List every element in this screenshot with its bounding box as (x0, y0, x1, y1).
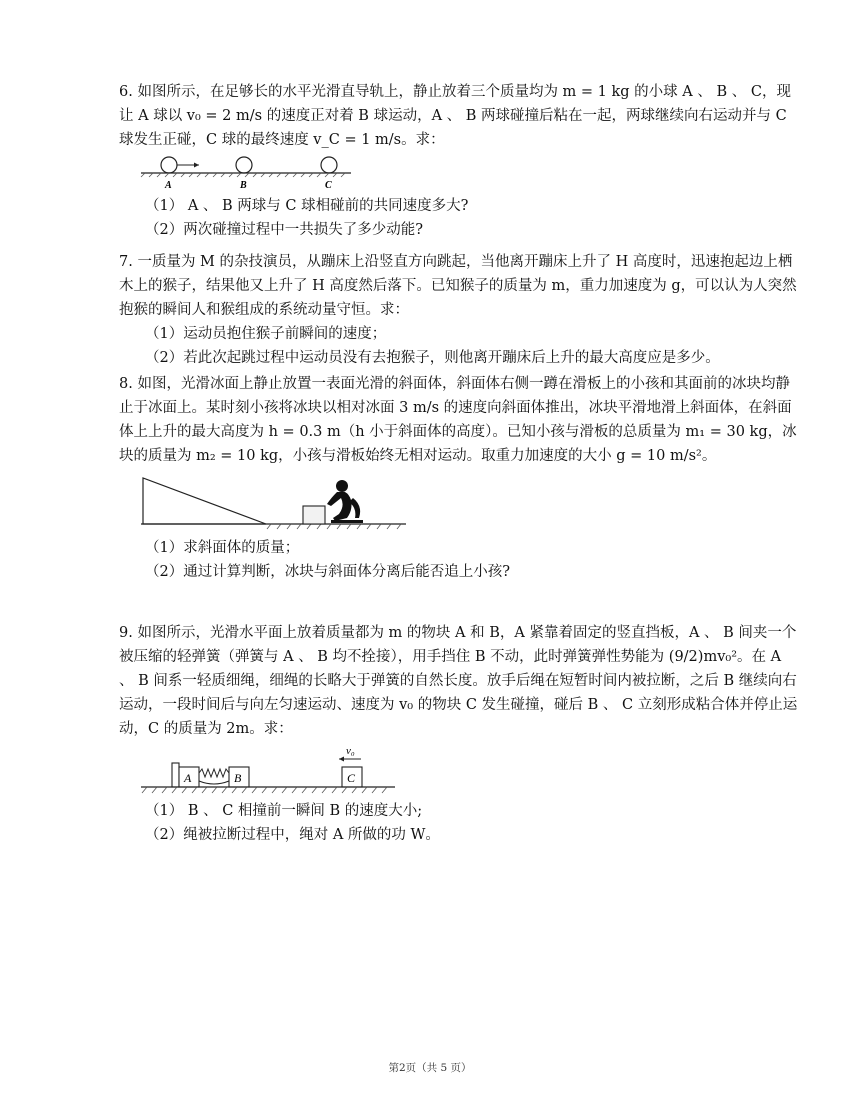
label-a: A (165, 180, 172, 191)
ball-a (161, 157, 177, 173)
question-9-text: 9. 如图所示，光滑水平面上放着质量都为 m 的物块 A 和 B，A 紧靠着固定的竖直挡板，A 、 B 间夹一个被压缩的轻弹簧（弹簧与 A 、 B 均不拴接），用手挡住 B 不动，此时弹簧弹性势能为 (9/2)mv₀²。在 A 、 B 间系一轻质细绳，细绳的长略大于弹簧的自然长度。放手后绳在短暂时间内被拉断，之后 B 继续向右运动，一段时间后与向左匀速运动、速度为 v₀ 的物块 C 发生碰撞，碰后 B 、 C 立刻形成粘合体并停止运动，C 的质量为 2m。求： (119, 625, 798, 737)
question-8-part-1: （1）求斜面体的质量； (145, 540, 300, 556)
ice-block (303, 506, 325, 524)
figure-incline-and-child (141, 474, 411, 534)
ball-b (236, 157, 252, 173)
label-c: C (347, 771, 356, 785)
arrow-head-icon (339, 757, 344, 762)
question-9-part-1: （1） B 、 C 相撞前一瞬间 B 的速度大小; (145, 803, 423, 819)
question-9-part-2: （2）绳被拉断过程中，绳对 A 所做的功 W。 (145, 827, 440, 843)
question-7-part-1: （1）运动员抱住猴子前瞬间的速度； (145, 326, 387, 342)
ground-hatching (142, 787, 387, 793)
question-6-text: 6. 如图所示，在足够长的水平光滑直导轨上，静止放着三个质量均为 m = 1 kg 的小球 A 、 B 、 C，现让 A 球以 v₀ = 2 m/s 的速度正对着 B 球运动，A 、 B 两球碰撞后粘在一起，两球继续向右运动并与 C 球发生正碰，C 球的最终速度 v_C = 1 m/s。求： (119, 84, 791, 148)
incline-block (143, 478, 266, 524)
question-8 (119, 372, 799, 584)
compressed-spring (199, 769, 229, 777)
question-7-text: 7. 一质量为 M 的杂技演员，从蹦床上沿竖直方向跳起，当他离开蹦床上升了 H 高度时，迅速抱起边上栖木上的猴子，结果他又上升了 H 高度然后落下。已知猴子的质量为 m，重力加速度为 g，可以认为人突然抱猴的瞬间人和猴组成的系统动量守恒。求： (119, 254, 797, 318)
thin-rope (199, 781, 229, 784)
figure-blocks-and-spring (139, 743, 399, 797)
ice-hatching (267, 524, 401, 529)
ball-c (321, 157, 337, 173)
child-on-skateboard-icon (327, 480, 363, 523)
question-6 (119, 80, 799, 242)
label-a: A (184, 771, 192, 785)
fixed-barrier (172, 763, 179, 787)
arrow-head-icon (194, 163, 199, 168)
figure-balls-on-rail (139, 154, 359, 192)
label-c: C (325, 180, 332, 191)
page-footer: 第2页（共 5 页） (388, 1062, 472, 1074)
label-b: B (234, 771, 242, 785)
question-6-part-2: （2）两次碰撞过程中一共损失了多少动能? (145, 222, 423, 238)
question-6-part-1: （1） A 、 B 两球与 C 球相碰前的共同速度多大? (145, 198, 469, 214)
question-8-text: 8. 如图，光滑冰面上静止放置一表面光滑的斜面体，斜面体右侧一蹲在滑板上的小孩和其面前的冰块均静止于冰面上。某时刻小孩将冰块以相对冰面 3 m/s 的速度向斜面体推出，冰块平滑地滑上斜面体，在斜面体上上升的最大高度为 h = 0.3 m（h 小于斜面体的高度）。已知小孩与滑板的总质量为 m₁ = 30 kg，冰块的质量为 m₂ = 10 kg，小孩与滑板始终无相对运动。取重力加速度的大小 g = 10 m/s²。 (119, 376, 797, 464)
rail-hatching (141, 173, 345, 177)
question-7 (119, 250, 799, 370)
question-8-part-2: （2）通过计算判断，冰块与斜面体分离后能否追上小孩? (145, 564, 510, 580)
question-7-part-2: （2）若此次起跳过程中运动员没有去抱猴子，则他离开蹦床后上升的最大高度应是多少。 (145, 350, 720, 366)
question-9 (119, 621, 799, 847)
label-v0: v₀ (346, 745, 355, 757)
label-b: B (240, 180, 247, 191)
